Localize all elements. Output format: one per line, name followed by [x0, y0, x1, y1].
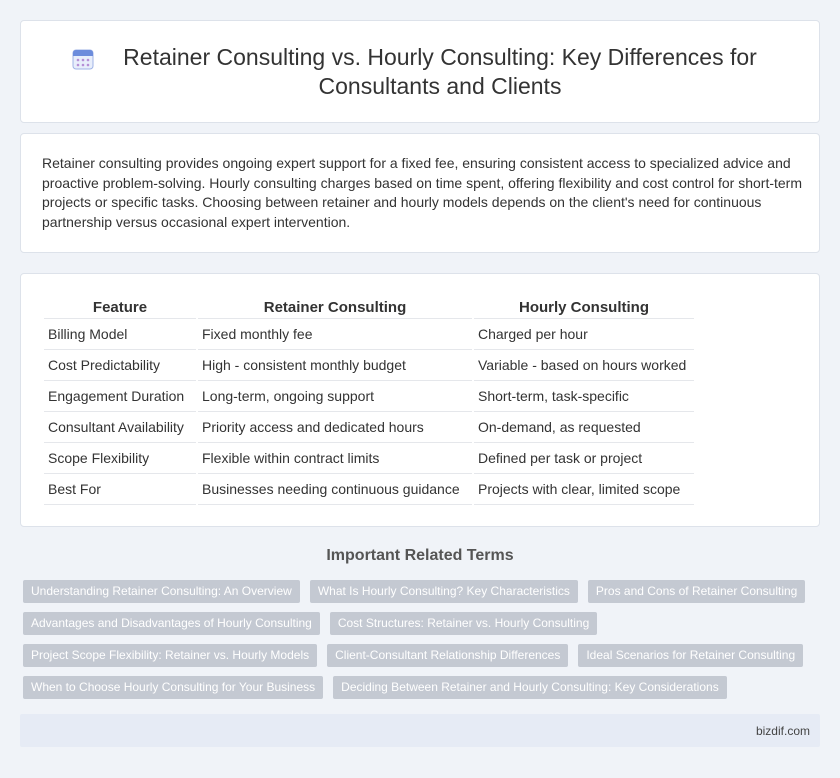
- hourly-cell: On-demand, as requested: [474, 412, 694, 443]
- retainer-cell: Long-term, ongoing support: [198, 381, 472, 412]
- table-row: [44, 443, 694, 474]
- table-row: [44, 412, 694, 443]
- related-term-link[interactable]: Pros and Cons of Retainer Consulting: [588, 580, 805, 603]
- related-term-link[interactable]: Client-Consultant Relationship Differences: [327, 644, 568, 667]
- intro-card: [20, 133, 820, 253]
- feature-cell: Engagement Duration: [44, 381, 196, 412]
- table-row: [44, 474, 694, 505]
- tag-row: [23, 580, 823, 603]
- related-terms-list: [23, 580, 823, 708]
- feature-cell: Best For: [44, 474, 196, 505]
- table-row: [44, 381, 694, 412]
- hourly-cell: Defined per task or project: [474, 443, 694, 474]
- related-term-link[interactable]: Understanding Retainer Consulting: An Overview: [23, 580, 300, 603]
- retainer-cell: High - consistent monthly budget: [198, 350, 472, 381]
- related-term-link[interactable]: Project Scope Flexibility: Retainer vs. Hourly Models: [23, 644, 317, 667]
- footer: [20, 714, 820, 747]
- table-header-row: [44, 295, 694, 319]
- intro-paragraph: Retainer consulting provides ongoing expert support for a fixed fee, ensuring consistent access to specialized advice and proactive problem-solving. Hourly consulting charges based on time spent, offering flexibility and cost control for short-term projects or specific tasks. Choosing between retainer and hourly models depends on the client's need for continuous partnership versus occasional expert intervention.: [42, 155, 802, 230]
- hourly-cell: Charged per hour: [474, 319, 694, 350]
- feature-cell: Consultant Availability: [44, 412, 196, 443]
- related-term-link[interactable]: What Is Hourly Consulting? Key Characteristics: [310, 580, 578, 603]
- related-term-link[interactable]: Cost Structures: Retainer vs. Hourly Consulting: [330, 612, 597, 635]
- comparison-table: [42, 295, 696, 505]
- feature-cell: Cost Predictability: [44, 350, 196, 381]
- header-feature: Feature: [44, 295, 196, 319]
- comparison-card: [20, 273, 820, 527]
- title-card: [20, 20, 820, 123]
- related-term-link[interactable]: When to Choose Hourly Consulting for Your Business: [23, 676, 323, 699]
- tag-row: [23, 676, 823, 699]
- retainer-cell: Businesses needing continuous guidance: [198, 474, 472, 505]
- tag-row: [23, 644, 823, 667]
- related-term-link[interactable]: Ideal Scenarios for Retainer Consulting: [578, 644, 803, 667]
- tag-row: [23, 612, 823, 635]
- retainer-cell: Flexible within contract limits: [198, 443, 472, 474]
- footer-brand[interactable]: bizdif.com: [755, 724, 810, 738]
- hourly-cell: Variable - based on hours worked: [474, 350, 694, 381]
- related-term-link[interactable]: Deciding Between Retainer and Hourly Consulting: Key Considerations: [333, 676, 727, 699]
- retainer-cell: Priority access and dedicated hours: [198, 412, 472, 443]
- related-terms-heading: Important Related Terms: [326, 547, 514, 564]
- header-hourly: Hourly Consulting: [474, 295, 694, 319]
- table-row: [44, 350, 694, 381]
- hourly-cell: Projects with clear, limited scope: [474, 474, 694, 505]
- retainer-cell: Fixed monthly fee: [198, 319, 472, 350]
- feature-cell: Billing Model: [44, 319, 196, 350]
- header-retainer: Retainer Consulting: [198, 295, 472, 319]
- hourly-cell: Short-term, task-specific: [474, 381, 694, 412]
- related-term-link[interactable]: Advantages and Disadvantages of Hourly Consulting: [23, 612, 320, 635]
- table-row: [44, 319, 694, 350]
- feature-cell: Scope Flexibility: [44, 443, 196, 474]
- page-title: Retainer Consulting vs. Hourly Consulting: Key Differences for Consultants and Clients: [123, 43, 757, 99]
